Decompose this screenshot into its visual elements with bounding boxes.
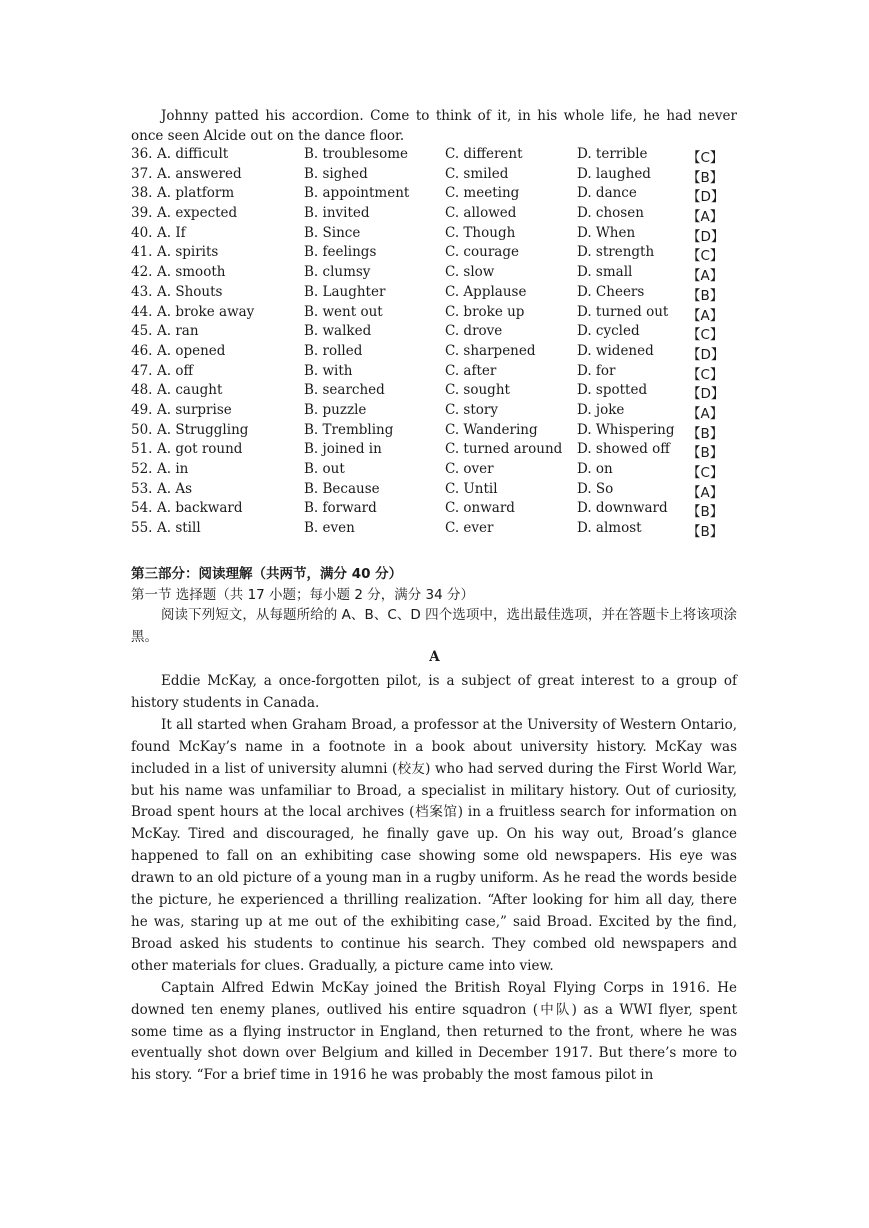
question-number: 48. bbox=[131, 382, 153, 399]
option-d: D. dance bbox=[577, 185, 637, 202]
cloze-question-list bbox=[131, 146, 751, 540]
question-number: 42. bbox=[131, 264, 153, 281]
question-row bbox=[131, 146, 751, 166]
answer-key: 【B】 bbox=[687, 445, 724, 462]
answer-key: 【A】 bbox=[687, 405, 724, 422]
option-b: B. feelings bbox=[304, 244, 377, 261]
option-d: D. almost bbox=[577, 520, 642, 537]
section-subheading: 第一节 选择题（共 17 小题；每小题 2 分，满分 34 分） bbox=[131, 587, 474, 603]
option-c: C. Applause bbox=[445, 283, 527, 300]
option-a: A. expected bbox=[157, 205, 238, 222]
option-a: A. broke away bbox=[157, 303, 255, 320]
option-b: B. with bbox=[304, 362, 353, 379]
answer-key: 【A】 bbox=[687, 307, 724, 324]
option-c: C. smiled bbox=[445, 165, 509, 182]
question-number: 49. bbox=[131, 401, 153, 418]
answer-key: 【A】 bbox=[687, 268, 724, 285]
answer-key: 【A】 bbox=[687, 484, 724, 501]
answer-key: 【C】 bbox=[687, 150, 724, 166]
passage-label: A bbox=[429, 649, 440, 665]
option-c: C. slow bbox=[445, 264, 495, 281]
option-b: B. troublesome bbox=[304, 146, 408, 162]
option-d: D. small bbox=[577, 264, 633, 281]
answer-key: 【B】 bbox=[687, 425, 724, 442]
option-c: C. broke up bbox=[445, 303, 525, 320]
passage-body bbox=[131, 671, 737, 1087]
question-number: 45. bbox=[131, 323, 153, 340]
option-d: D. Whispering bbox=[577, 421, 675, 438]
option-a: A. got round bbox=[157, 441, 243, 458]
answer-key: 【A】 bbox=[687, 209, 724, 226]
option-c: C. story bbox=[445, 401, 498, 418]
option-c: C. after bbox=[445, 362, 497, 379]
question-row bbox=[131, 402, 751, 422]
question-number: 50. bbox=[131, 421, 153, 438]
option-d: D. Cheers bbox=[577, 283, 645, 300]
option-d: D. joke bbox=[577, 401, 625, 418]
option-c: C. sharpened bbox=[445, 342, 536, 359]
question-row bbox=[131, 343, 751, 363]
option-d: D. spotted bbox=[577, 382, 648, 399]
option-c: C. onward bbox=[445, 500, 515, 517]
question-row bbox=[131, 205, 751, 225]
question-row bbox=[131, 323, 751, 343]
option-a: A. As bbox=[157, 480, 193, 497]
option-b: B. walked bbox=[304, 323, 372, 340]
option-a: A. smooth bbox=[157, 264, 226, 281]
question-row bbox=[131, 244, 751, 264]
option-a: A. If bbox=[157, 224, 186, 241]
question-number: 55. bbox=[131, 520, 153, 537]
option-a: A. spirits bbox=[157, 244, 219, 261]
option-d: D. on bbox=[577, 461, 613, 477]
option-b: B. forward bbox=[304, 500, 377, 517]
answer-key: 【C】 bbox=[687, 366, 724, 383]
question-row bbox=[131, 461, 751, 481]
question-row bbox=[131, 382, 751, 402]
option-b: B. invited bbox=[304, 205, 370, 222]
answer-key: 【B】 bbox=[687, 504, 724, 521]
option-c: C. turned around bbox=[445, 441, 563, 458]
section-instructions: 阅读下列短文，从每题所给的 A、B、C、D 四个选项中，选出最佳选项，并在答题卡上将该项涂黑。 bbox=[131, 607, 737, 645]
passage-paragraph-1: Eddie McKay, a once-forgotten pilot, is a subject of great interest to a group of history students in Canada. bbox=[131, 673, 737, 711]
option-d: D. for bbox=[577, 362, 616, 379]
option-a: A. off bbox=[157, 362, 194, 379]
option-b: B. rolled bbox=[304, 342, 363, 359]
option-d: D. terrible bbox=[577, 146, 648, 162]
option-c: C. drove bbox=[445, 323, 503, 340]
option-b: B. clumsy bbox=[304, 264, 371, 281]
option-d: D. widened bbox=[577, 342, 654, 359]
option-b: B. Laughter bbox=[304, 283, 386, 300]
option-b: B. Because bbox=[304, 480, 380, 497]
option-b: B. Since bbox=[304, 224, 361, 241]
question-number: 51. bbox=[131, 441, 153, 458]
question-number: 37. bbox=[131, 165, 153, 182]
option-a: A. Struggling bbox=[157, 421, 249, 438]
option-a: A. backward bbox=[157, 500, 243, 517]
option-d: D. downward bbox=[577, 500, 668, 517]
answer-key: 【C】 bbox=[687, 248, 724, 265]
option-d: D. showed off bbox=[577, 441, 670, 458]
question-row bbox=[131, 481, 751, 501]
question-row bbox=[131, 422, 751, 442]
option-b: B. even bbox=[304, 520, 355, 537]
option-c: C. sought bbox=[445, 382, 510, 399]
option-d: D. So bbox=[577, 480, 614, 497]
answer-key: 【B】 bbox=[687, 524, 724, 541]
option-b: B. appointment bbox=[304, 185, 410, 202]
question-row bbox=[131, 225, 751, 245]
answer-key: 【D】 bbox=[687, 386, 725, 403]
question-number: 54. bbox=[131, 500, 153, 517]
answer-key: 【C】 bbox=[687, 327, 724, 344]
option-a: A. platform bbox=[157, 185, 235, 202]
question-number: 39. bbox=[131, 205, 153, 222]
option-d: D. laughed bbox=[577, 165, 651, 182]
question-row bbox=[131, 284, 751, 304]
option-a: A. Shouts bbox=[157, 283, 223, 300]
question-row bbox=[131, 264, 751, 284]
answer-key: 【D】 bbox=[687, 189, 725, 206]
question-number: 53. bbox=[131, 480, 153, 497]
question-number: 38. bbox=[131, 185, 153, 202]
option-c: C. different bbox=[445, 146, 523, 162]
option-c: C. courage bbox=[445, 244, 519, 261]
option-a: A. answered bbox=[157, 165, 242, 182]
option-a: A. opened bbox=[157, 342, 226, 359]
option-a: A. still bbox=[157, 520, 201, 537]
question-row bbox=[131, 166, 751, 186]
question-number: 52. bbox=[131, 461, 153, 477]
option-b: B. out bbox=[304, 461, 345, 477]
question-row bbox=[131, 185, 751, 205]
option-b: B. joined in bbox=[304, 441, 382, 458]
option-a: A. ran bbox=[157, 323, 199, 340]
question-row bbox=[131, 441, 751, 461]
question-number: 44. bbox=[131, 303, 153, 320]
option-d: D. strength bbox=[577, 244, 655, 261]
answer-key: 【B】 bbox=[687, 169, 724, 186]
option-d: D. When bbox=[577, 224, 636, 241]
question-number: 47. bbox=[131, 362, 153, 379]
answer-key: 【C】 bbox=[687, 465, 724, 481]
question-row bbox=[131, 363, 751, 383]
option-a: A. surprise bbox=[157, 401, 232, 418]
question-row bbox=[131, 520, 751, 540]
option-b: B. sighed bbox=[304, 165, 368, 182]
option-d: D. cycled bbox=[577, 323, 640, 340]
answer-key: 【D】 bbox=[687, 346, 725, 363]
option-b: B. Trembling bbox=[304, 421, 394, 438]
option-c: C. ever bbox=[445, 520, 494, 537]
question-number: 46. bbox=[131, 342, 153, 359]
option-c: C. allowed bbox=[445, 205, 517, 222]
option-a: A. in bbox=[157, 461, 189, 477]
passage-paragraph-3: Captain Alfred Edwin McKay joined the British Royal Flying Corps in 1916. He downed ten enemy planes, outlived his entire squadron (中队) as a WWI flyer, spent some time as a flying instructor in England, then returned to the front, where he was eventually shot down over Belgium and killed in December 1917. But there’s more to his story. “For a brief time in 1916 he was probably the most famous pilot in bbox=[131, 979, 737, 1084]
option-a: A. difficult bbox=[157, 146, 229, 162]
option-b: B. puzzle bbox=[304, 401, 367, 418]
question-number: 40. bbox=[131, 224, 153, 241]
option-c: C. meeting bbox=[445, 185, 520, 202]
intro-paragraph: Johnny patted his accordion. Come to think of it, in his whole life, he had never once seen Alcide out on the dance floor. bbox=[131, 108, 737, 144]
option-d: D. turned out bbox=[577, 303, 669, 320]
answer-key: 【D】 bbox=[687, 228, 725, 245]
question-row bbox=[131, 304, 751, 324]
passage-paragraph-2: It all started when Graham Broad, a professor at the University of Western Ontario, found McKay’s name in a footnote in a book about university history. McKay was included in a list of university alumni (校友) who had served during the First World War, but his name was unfamiliar to Broad, a specialist in military history. Out of curiosity, Broad spent hours at the local archives (档案馆) in a fruitless search for information on McKay. Tired and discouraged, he finally gave up. On his way out, Broad’s glance happened to fall on an exhibiting case showing some old newspapers. His eye was drawn to an old picture of a young man in a rugby uniform. As he read the words beside the picture, he experienced a thrilling realization. “After looking for him all day, there he was, staring up at me out of the exhibiting case,” said Broad. Excited by the find, Broad asked his students to continue his search. They combed old newspapers and other materials for clues. Gradually, a picture came into view. bbox=[131, 716, 737, 974]
option-c: C. Wandering bbox=[445, 421, 538, 438]
answer-key: 【B】 bbox=[687, 287, 724, 304]
option-c: C. over bbox=[445, 461, 494, 477]
option-b: B. searched bbox=[304, 382, 385, 399]
question-number: 41. bbox=[131, 244, 153, 261]
option-a: A. caught bbox=[157, 382, 223, 399]
question-row bbox=[131, 500, 751, 520]
option-b: B. went out bbox=[304, 303, 383, 320]
option-c: C. Until bbox=[445, 480, 498, 497]
section-heading: 第三部分：阅读理解（共两节，满分 40 分） bbox=[131, 566, 403, 582]
question-number: 43. bbox=[131, 283, 153, 300]
option-d: D. chosen bbox=[577, 205, 644, 222]
question-number: 36. bbox=[131, 146, 153, 162]
option-c: C. Though bbox=[445, 224, 516, 241]
